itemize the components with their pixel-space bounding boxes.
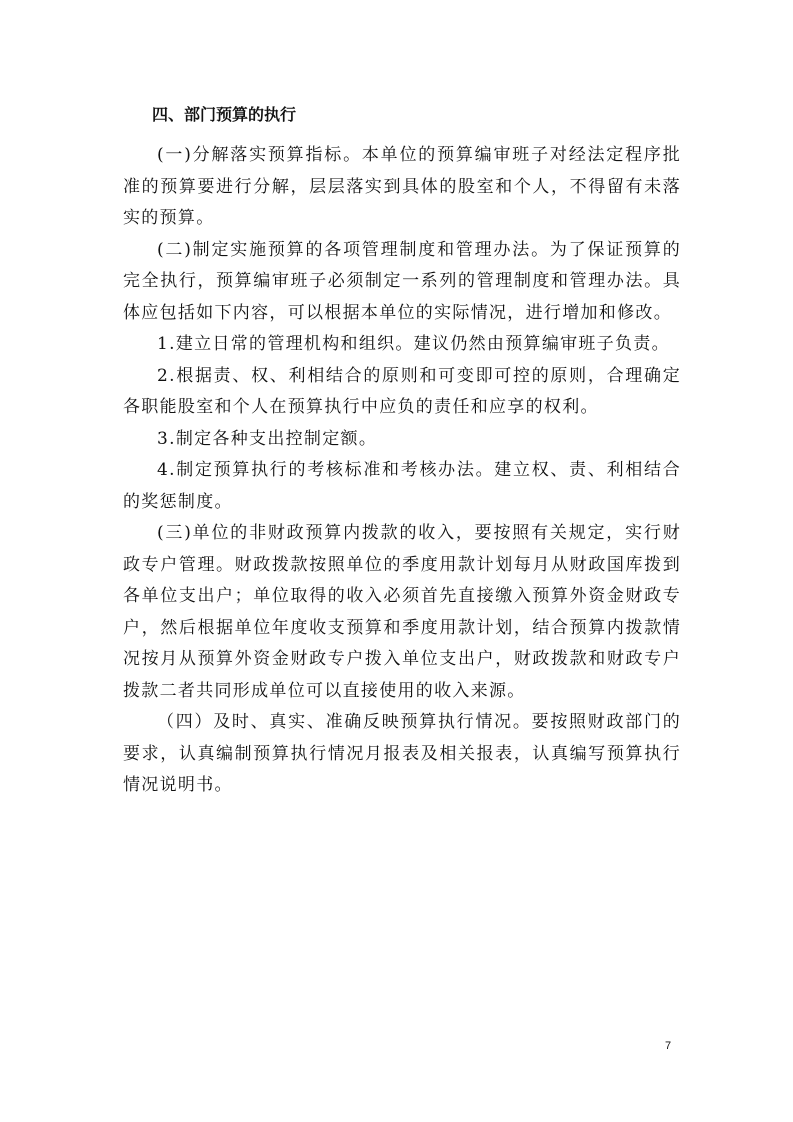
paragraph-1: (一)分解落实预算指标。本单位的预算编审班子对经法定程序批准的预算要进行分解，层层落实到具体的股室和个人，不得留有未落实的预算。 <box>123 145 681 228</box>
paragraph-7: (三)单位的非财政预算内拨款的收入，要按照有关规定，实行财政专户管理。财政拨款按照单位的季度用款计划每月从财政国库拨到各单位支出户；单位取得的收入必须首先直接缴入预算外资金财政专户，然后根据单位年度收支预算和季度用款计划，结合预算内拨款情况按月从预算外资金财政专户拨入单位支出户，财政拨款和财政专户拨款二者共同形成单位可以直接使用的收入来源。 <box>123 523 681 701</box>
paragraph-5: 3.制定各种支出控制定额。 <box>157 428 378 449</box>
page-number: 7 <box>665 1040 672 1052</box>
paragraph-4: 2.根据责、权、利相结合的原则和可变即可控的原则，合理确定各职能股室和个人在预算执行中应负的责任和应享的权利。 <box>123 365 681 417</box>
body-text <box>123 140 681 802</box>
paragraph-6: 4.制定预算执行的考核标准和考核办法。建立权、责、利相结合的奖惩制度。 <box>123 460 681 512</box>
paragraph-8: （四）及时、真实、准确反映预算执行情况。要按照财政部门的要求，认真编制预算执行情况月报表及相关报表，认真编写预算执行情况说明书。 <box>123 712 681 795</box>
paragraph-3: 1.建立日常的管理机构和组织。建议仍然由预算编审班子负责。 <box>157 334 670 354</box>
section-heading: 四、部门预算的执行 <box>152 105 297 124</box>
paragraph-2: (二)制定实施预算的各项管理制度和管理办法。为了保证预算的完全执行，预算编审班子必须制定一系列的管理制度和管理办法。具体应包括如下内容，可以根据本单位的实际情况，进行增加和修改。 <box>123 239 681 323</box>
